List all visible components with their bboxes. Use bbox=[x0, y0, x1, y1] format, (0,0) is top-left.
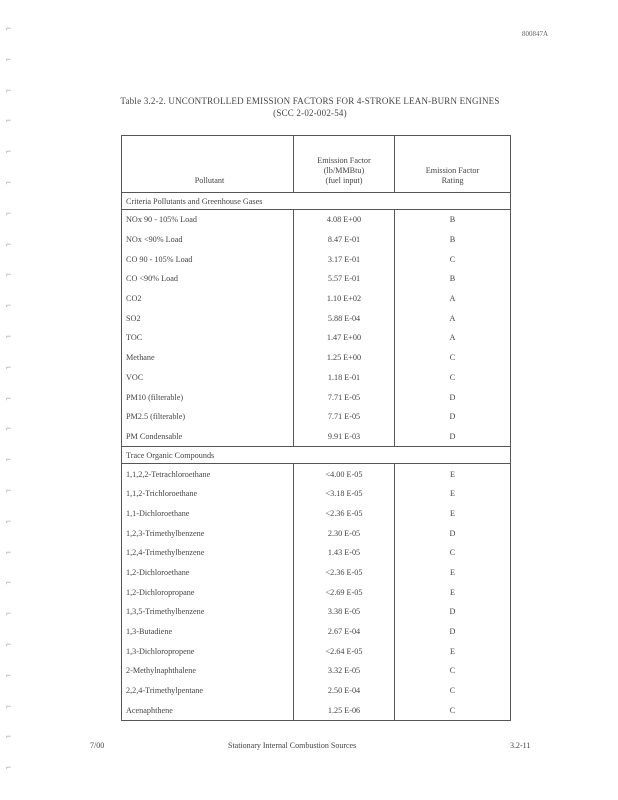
emission-factor-cell: 5.88 E-04 bbox=[294, 308, 395, 328]
edge-mark: ⌐ bbox=[6, 454, 12, 465]
edge-mark: ⌐ bbox=[6, 177, 12, 187]
edge-mark: ⌐ bbox=[6, 423, 12, 434]
rating-cell: A bbox=[395, 328, 511, 348]
table-row bbox=[122, 504, 511, 524]
rating-cell: B bbox=[395, 230, 511, 250]
table-row bbox=[122, 464, 511, 484]
table-row bbox=[122, 249, 511, 269]
edge-mark: ⌐ bbox=[6, 269, 12, 280]
rating-cell: B bbox=[395, 210, 511, 230]
document-id: 800847A bbox=[521, 30, 548, 38]
pollutant-cell: PM Condensable bbox=[122, 427, 294, 447]
header-factor-line2: (lb/MMBtu) bbox=[323, 166, 365, 175]
edge-mark: ⌐ bbox=[6, 392, 12, 403]
edge-mark: ⌐ bbox=[6, 207, 12, 218]
pollutant-cell: 1,1-Dichloroethane bbox=[122, 504, 294, 524]
table-title-line1: Table 3.2-2. UNCONTROLLED EMISSION FACTORS FOR 4-STROKE LEAN-BURN ENGINES bbox=[120, 96, 500, 106]
pollutant-cell: 1,2,4-Trimethylbenzene bbox=[122, 543, 294, 563]
table-row bbox=[122, 661, 511, 681]
table-row bbox=[122, 602, 511, 622]
pollutant-cell: PM2.5 (filterable) bbox=[122, 407, 294, 427]
rating-cell: E bbox=[395, 504, 511, 524]
table-row bbox=[122, 582, 511, 602]
edge-mark: ⌐ bbox=[6, 23, 12, 33]
edge-mark: ⌐ bbox=[6, 84, 12, 95]
table-row bbox=[122, 523, 511, 543]
rating-cell: E bbox=[395, 582, 511, 602]
edge-mark: ⌐ bbox=[6, 546, 12, 557]
section-title: Criteria Pollutants and Greenhouse Gases bbox=[122, 193, 511, 210]
emission-factor-cell: <4.00 E-05 bbox=[294, 464, 395, 484]
header-rating bbox=[395, 136, 511, 193]
emission-factor-cell: 2.30 E-05 bbox=[294, 523, 395, 543]
footer-title: Stationary Internal Combustion Sources bbox=[228, 741, 357, 750]
table-row bbox=[122, 348, 511, 368]
table-row bbox=[122, 543, 511, 563]
rating-cell: B bbox=[395, 269, 511, 289]
rating-cell: A bbox=[395, 308, 511, 328]
edge-mark: ⌐ bbox=[6, 731, 12, 742]
edge-mark: ⌐ bbox=[6, 669, 12, 680]
table-row bbox=[122, 563, 511, 583]
emission-factor-cell: <2.36 E-05 bbox=[294, 563, 395, 583]
rating-cell: C bbox=[395, 348, 511, 368]
footer-page-number: 3.2-11 bbox=[510, 741, 531, 750]
table-row bbox=[122, 269, 511, 289]
pollutant-cell: 1,2-Dichloropropane bbox=[122, 582, 294, 602]
edge-mark: ⌐ bbox=[6, 639, 12, 649]
emission-factor-cell: 5.57 E-01 bbox=[294, 269, 395, 289]
edge-mark: ⌐ bbox=[6, 485, 12, 495]
pollutant-cell: 1,2-Dichloroethane bbox=[122, 563, 294, 583]
table-row bbox=[122, 641, 511, 661]
pollutant-cell: NOx 90 - 105% Load bbox=[122, 210, 294, 230]
table-header-row bbox=[122, 136, 511, 193]
footer-date: 7/00 bbox=[90, 741, 105, 750]
pollutant-cell: 1,2,3-Trimethylbenzene bbox=[122, 523, 294, 543]
edge-mark: ⌐ bbox=[6, 238, 12, 249]
table-row bbox=[122, 387, 511, 407]
rating-cell: C bbox=[395, 543, 511, 563]
edge-mark: ⌐ bbox=[6, 762, 12, 773]
emission-factor-cell: 2.50 E-04 bbox=[294, 681, 395, 701]
emission-factor-cell: 1.25 E+00 bbox=[294, 348, 395, 368]
edge-mark: ⌐ bbox=[6, 331, 12, 341]
edge-mark: ⌐ bbox=[6, 146, 12, 157]
rating-cell: D bbox=[395, 523, 511, 543]
pollutant-cell: SO2 bbox=[122, 308, 294, 328]
rating-cell: D bbox=[395, 602, 511, 622]
emission-factor-cell: 7.71 E-05 bbox=[294, 387, 395, 407]
pollutant-cell: CO <90% Load bbox=[122, 269, 294, 289]
edge-mark: ⌐ bbox=[6, 700, 12, 711]
edge-mark: ⌐ bbox=[6, 515, 12, 526]
table-row bbox=[122, 289, 511, 309]
edge-mark: ⌐ bbox=[6, 53, 12, 64]
rating-cell: C bbox=[395, 249, 511, 269]
emission-factor-cell: 1.18 E-01 bbox=[294, 368, 395, 388]
emission-factor-cell: 3.17 E-01 bbox=[294, 249, 395, 269]
rating-cell: C bbox=[395, 368, 511, 388]
rating-cell: D bbox=[395, 407, 511, 427]
rating-cell: A bbox=[395, 289, 511, 309]
rating-cell: E bbox=[395, 484, 511, 504]
table-row bbox=[122, 484, 511, 504]
emission-factor-cell: 1.47 E+00 bbox=[294, 328, 395, 348]
pollutant-cell: NOx <90% Load bbox=[122, 230, 294, 250]
table-row bbox=[122, 230, 511, 250]
rating-cell: E bbox=[395, 563, 511, 583]
table-row bbox=[122, 368, 511, 388]
emission-factor-cell: 3.32 E-05 bbox=[294, 661, 395, 681]
table-row bbox=[122, 328, 511, 348]
table-row bbox=[122, 701, 511, 721]
rating-cell: E bbox=[395, 641, 511, 661]
edge-binding-marks bbox=[6, 20, 22, 790]
table-title bbox=[70, 95, 550, 119]
header-factor-line1: Emission Factor bbox=[317, 156, 371, 165]
emission-factors-table bbox=[121, 135, 511, 721]
emission-factor-cell: 7.71 E-05 bbox=[294, 407, 395, 427]
header-pollutant: Pollutant bbox=[122, 136, 294, 193]
pollutant-cell: 1,1,2-Trichloroethane bbox=[122, 484, 294, 504]
rating-cell: D bbox=[395, 387, 511, 407]
edge-mark: ⌐ bbox=[6, 361, 12, 372]
pollutant-cell: CO 90 - 105% Load bbox=[122, 249, 294, 269]
rating-cell: C bbox=[395, 701, 511, 721]
pollutant-cell: Methane bbox=[122, 348, 294, 368]
section-header-row bbox=[122, 193, 511, 210]
emission-factor-cell: 1.10 E+02 bbox=[294, 289, 395, 309]
edge-mark: ⌐ bbox=[6, 115, 12, 126]
rating-cell: D bbox=[395, 427, 511, 447]
emission-factor-cell: <2.64 E-05 bbox=[294, 641, 395, 661]
section-header-row bbox=[122, 447, 511, 464]
pollutant-cell: PM10 (filterable) bbox=[122, 387, 294, 407]
header-rating-line1: Emission Factor bbox=[425, 166, 480, 175]
edge-mark: ⌐ bbox=[6, 608, 12, 619]
emission-factor-cell: 8.47 E-01 bbox=[294, 230, 395, 250]
emission-factor-cell: 1.43 E-05 bbox=[294, 543, 395, 563]
emission-factor-cell: 2.67 E-04 bbox=[294, 622, 395, 642]
table-body bbox=[122, 193, 511, 721]
header-factor-line3: (fuel input) bbox=[325, 176, 363, 185]
table-row bbox=[122, 681, 511, 701]
pollutant-cell: 1,3,5-Trimethylbenzene bbox=[122, 602, 294, 622]
table-row bbox=[122, 210, 511, 230]
pollutant-cell: 1,3-Butadiene bbox=[122, 622, 294, 642]
emission-factor-cell: 3.38 E-05 bbox=[294, 602, 395, 622]
header-emission-factor bbox=[294, 136, 395, 193]
rating-cell: C bbox=[395, 681, 511, 701]
rating-cell: C bbox=[395, 661, 511, 681]
pollutant-cell: 1,1,2,2-Tetrachloroethane bbox=[122, 464, 294, 484]
emission-factor-cell: 9.91 E-03 bbox=[294, 427, 395, 447]
emission-factor-cell: <3.18 E-05 bbox=[294, 484, 395, 504]
emission-factor-cell: 4.08 E+00 bbox=[294, 210, 395, 230]
emission-factor-cell: <2.36 E-05 bbox=[294, 504, 395, 524]
pollutant-cell: Acenaphthene bbox=[122, 701, 294, 721]
section-title: Trace Organic Compounds bbox=[122, 447, 511, 464]
emission-factor-cell: <2.69 E-05 bbox=[294, 582, 395, 602]
table-title-line2: (SCC 2-02-002-54) bbox=[273, 108, 347, 118]
pollutant-cell: 2,2,4-Trimethylpentane bbox=[122, 681, 294, 701]
pollutant-cell: 2-Methylnaphthalene bbox=[122, 661, 294, 681]
table-row bbox=[122, 308, 511, 328]
emission-factor-cell: 1.25 E-06 bbox=[294, 701, 395, 721]
rating-cell: E bbox=[395, 464, 511, 484]
pollutant-cell: CO2 bbox=[122, 289, 294, 309]
table-row bbox=[122, 427, 511, 447]
edge-mark: ⌐ bbox=[6, 577, 12, 588]
table-row bbox=[122, 407, 511, 427]
header-rating-line2: Rating bbox=[441, 176, 464, 185]
pollutant-cell: 1,3-Dichloropropene bbox=[122, 641, 294, 661]
pollutant-cell: VOC bbox=[122, 368, 294, 388]
table-row bbox=[122, 622, 511, 642]
edge-mark: ⌐ bbox=[6, 300, 12, 311]
rating-cell: D bbox=[395, 622, 511, 642]
pollutant-cell: TOC bbox=[122, 328, 294, 348]
